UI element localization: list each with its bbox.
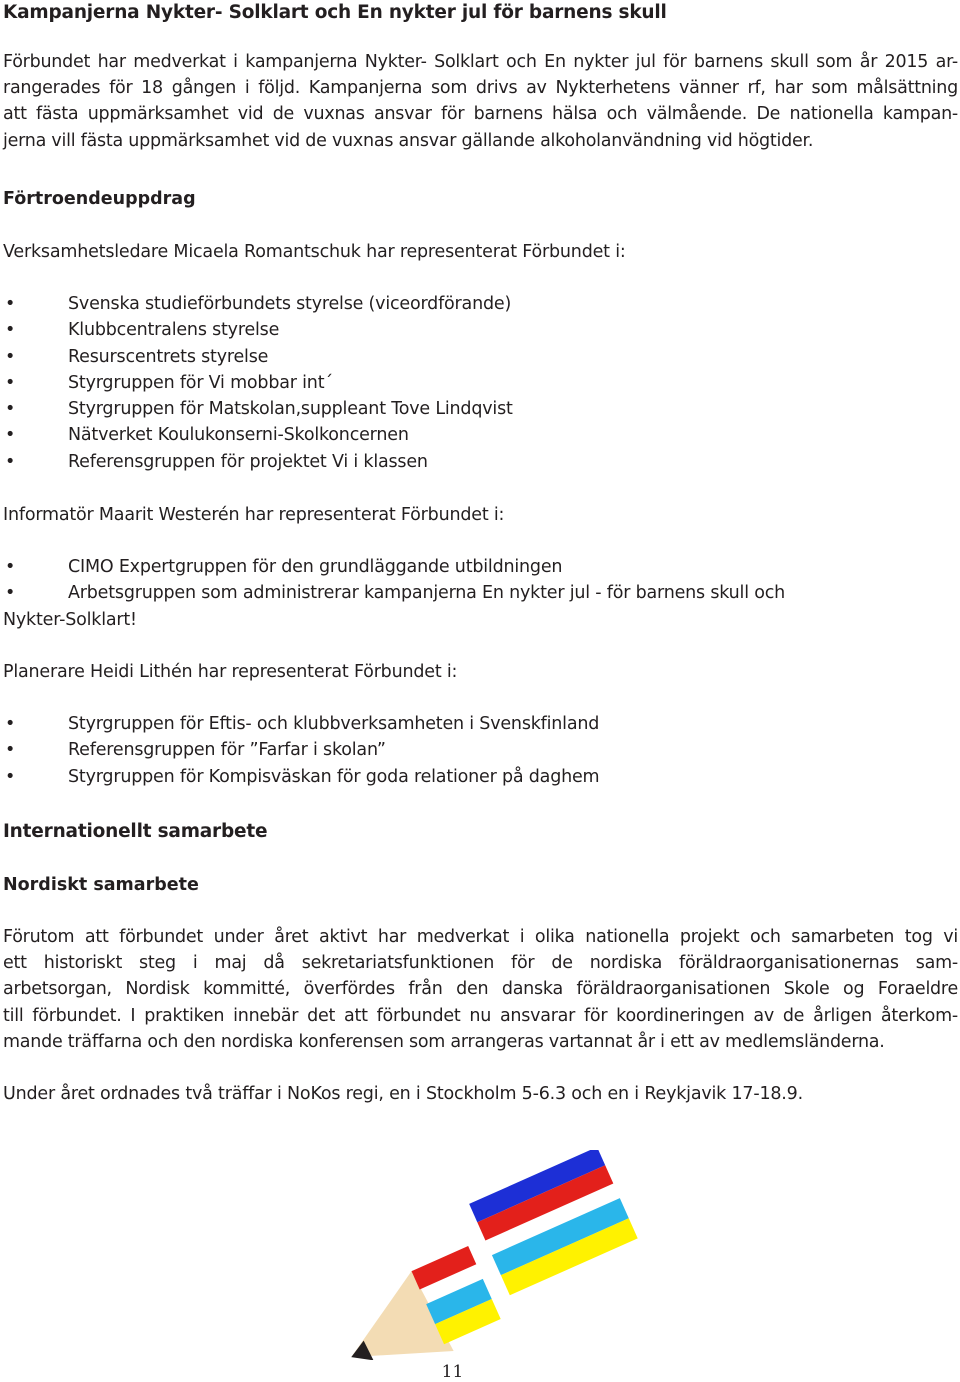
page-number: 11 — [441, 1362, 464, 1382]
trust-intro-1: Verksamhetsledare Micaela Romantschuk har representerat Förbundet i: — [3, 242, 626, 262]
list-item: • Styrgruppen för Kompisväskan för goda relationer på daghem — [3, 764, 599, 790]
nordic-subheading: Nordiskt samarbete — [3, 875, 199, 895]
bullet-icon: • — [5, 425, 16, 446]
campaign-paragraph — [3, 49, 958, 154]
trust-list-1 — [3, 291, 513, 475]
list-item: • Styrgruppen för Vi mobbar int´ — [3, 370, 513, 396]
list-item: • Styrgruppen för Eftis- och klubbverksamheten i Svenskfinland — [3, 711, 599, 737]
international-heading: Internationellt samarbete — [3, 821, 268, 842]
paragraph-line: arbetsorgan, Nordisk kommitté, överfördes från den danska föräldraorganisationen Skole og Foraeldre — [3, 979, 958, 1000]
list-item: • Referensgruppen för ”Farfar i skolan” — [3, 737, 599, 763]
list-item: • Svenska studieförbundets styrelse (viceordförande) — [3, 291, 513, 317]
bullet-icon: • — [5, 583, 16, 604]
trust-list-3 — [3, 711, 599, 790]
paragraph-line: Förbundet har medverkat i kampanjerna Nykter- Solklart och En nykter jul för barnens skull som år 2015 ar- — [3, 52, 958, 72]
paragraph-line: jerna vill fästa uppmärksamhet vid de vuxnas ansvar gällande alkoholanvändning vid högtider. — [3, 130, 814, 151]
stripe-red-left — [412, 1246, 477, 1289]
bullet-icon: • — [5, 740, 16, 761]
bullet-icon: • — [5, 320, 16, 341]
paragraph-line: till förbundet. I praktiken innebär det att förbundet nu ansvarar för koordineringen av de årligen återkom- — [3, 1005, 958, 1026]
paragraph-line: Förutom att förbundet under året aktivt har medverkat i olika nationella projekt och samarbeten tog vi — [3, 927, 958, 947]
list-item: • Resurscentrets styrelse — [3, 344, 513, 370]
paragraph-line: mande träffarna och den nordiska konferensen som arrangeras vartannat år i ett av medlemsländerna. — [3, 1031, 885, 1052]
trust-list-2 — [3, 554, 785, 633]
list-item: • Klubbcentralens styrelse — [3, 317, 513, 343]
paragraph-line: att fästa uppmärksamhet vid de vuxnas ansvar för barnens hälsa och välmående. De nationella kampan- — [3, 104, 958, 125]
trust-intro-3: Planerare Heidi Lithén har representerat Förbundet i: — [3, 662, 458, 682]
list-item-continuation: Nykter-Solklart! — [3, 609, 137, 630]
bullet-icon: • — [5, 766, 16, 787]
list-item: • Arbetsgruppen som administrerar kampanjerna En nykter jul - för barnens skull och Nykter-Solklart! — [3, 580, 785, 633]
bullet-icon: • — [5, 714, 16, 734]
nordic-paragraph — [3, 924, 958, 1055]
trust-intro-2: Informatör Maarit Westerén har representerat Förbundet i: — [3, 505, 505, 525]
paragraph-line: rangerades för 18 gången i följd. Kampanjerna som drivs av Nykterhetens vänner rf, har som målsättning — [3, 78, 958, 99]
bullet-icon: • — [5, 399, 16, 420]
trust-heading: Förtroendeuppdrag — [3, 189, 196, 209]
list-item: • Referensgruppen för projektet Vi i klassen — [3, 449, 513, 475]
pencil-flags-logo-icon — [290, 1150, 650, 1360]
list-item: • Nätverket Koulukonserni-Skolkoncernen — [3, 422, 513, 448]
meetings-text: Under året ordnades två träffar i NoKos regi, en i Stockholm 5-6.3 och en i Reykjavik 17-18.9. — [3, 1084, 803, 1104]
paragraph-line: ett historiskt steg i maj då sekretariatsfunktionen för de nordiska föräldraorganisationernas sam- — [3, 953, 958, 974]
bullet-icon: • — [5, 372, 16, 393]
list-item: • CIMO Expertgruppen för den grundläggande utbildningen — [3, 554, 785, 580]
bullet-icon: • — [5, 451, 16, 472]
bullet-icon: • — [5, 294, 16, 314]
campaign-heading: Kampanjerna Nykter- Solklart och En nykter jul för barnens skull — [3, 2, 667, 23]
bullet-icon: • — [5, 557, 16, 577]
list-item: • Styrgruppen för Matskolan,suppleant Tove Lindqvist — [3, 396, 513, 422]
bullet-icon: • — [5, 346, 16, 367]
